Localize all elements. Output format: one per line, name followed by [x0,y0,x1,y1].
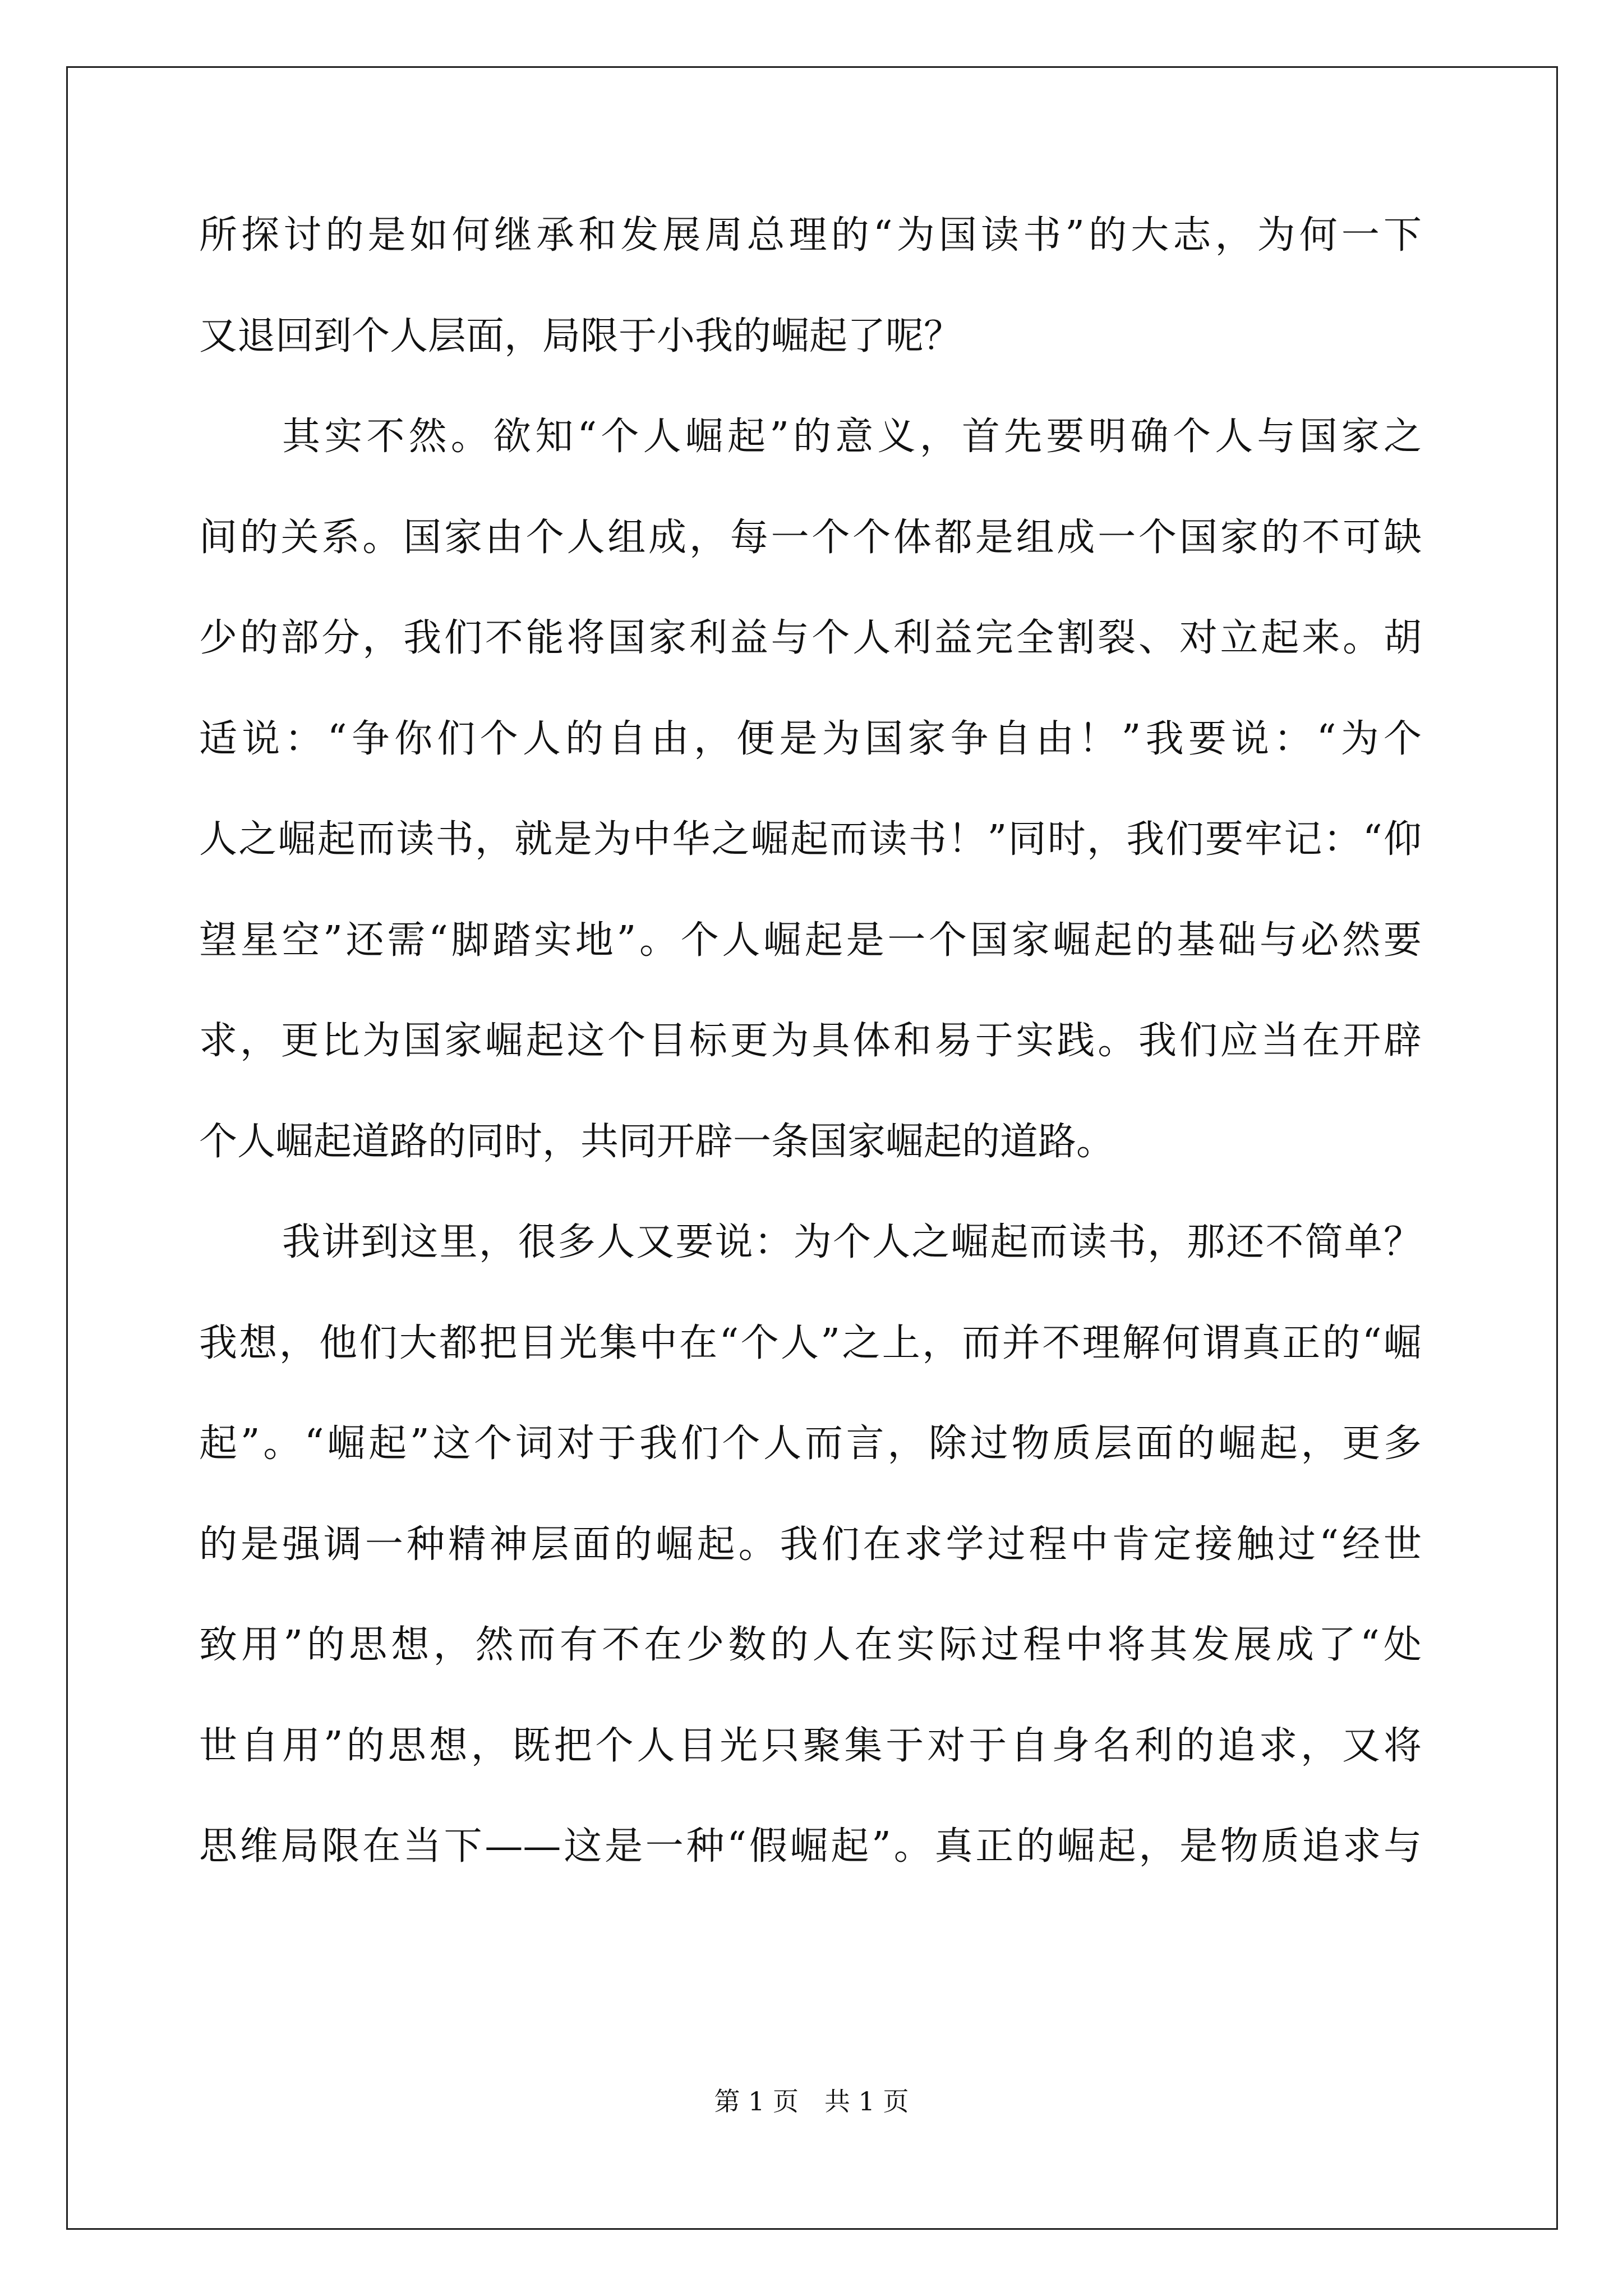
text-line: 世自用”的思想，既把个人目光只聚集于对于自身名利的追求，又将 [199,1723,1422,1768]
text-line: 致用”的思想，然而有不在少数的人在实际过程中将其发展成了“处 [199,1623,1422,1667]
text-line: 我讲到这里，很多人又要说：为个人之崛起而读书，那还不简单？ [282,1220,1422,1264]
text-line: 所探讨的是如何继承和发展周总理的“为国读书”的大志，为何一下 [199,213,1422,257]
text-line: 其实不然。欲知“个人崛起”的意义，首先要明确个人与国家之 [282,415,1422,459]
text-line: 少的部分，我们不能将国家利益与个人利益完全割裂、对立起来。胡 [199,616,1422,660]
page-number-footer: 第 1 页 共 1 页 [714,2086,909,2116]
text-line: 我想，他们大都把目光集中在“个人”之上，而并不理解何谓真正的“崛 [199,1320,1422,1365]
document-body [199,185,1422,1897]
text-line: 思维局限在当下——这是一种“假崛起”。真正的崛起，是物质追求与 [199,1824,1422,1869]
text-line: 起”。“崛起”这个词对于我们个人而言，除过物质层面的崛起，更多 [199,1421,1422,1466]
text-line: 间的关系。国家由个人组成，每一个个体都是组成一个国家的不可缺 [199,515,1422,560]
text-line: 的是强调一种精神层面的崛起。我们在求学过程中肯定接触过“经世 [199,1522,1422,1567]
text-line: 个人崛起道路的同时，共同开辟一条国家崛起的道路。 [199,1119,1115,1164]
text-line: 适说：“争你们个人的自由，便是为国家争自由！”我要说：“为个 [199,716,1422,761]
text-line: 求，更比为国家崛起这个目标更为具体和易于实践。我们应当在开辟 [199,1019,1422,1063]
text-line: 望星空”还需“脚踏实地”。个人崛起是一个国家崛起的基础与必然要 [199,918,1422,963]
text-line: 又退回到个人层面，局限于小我的崛起了呢？ [199,314,962,358]
text-line: 人之崛起而读书，就是为中华之崛起而读书！”同时，我们要牢记：“仰 [199,817,1422,862]
